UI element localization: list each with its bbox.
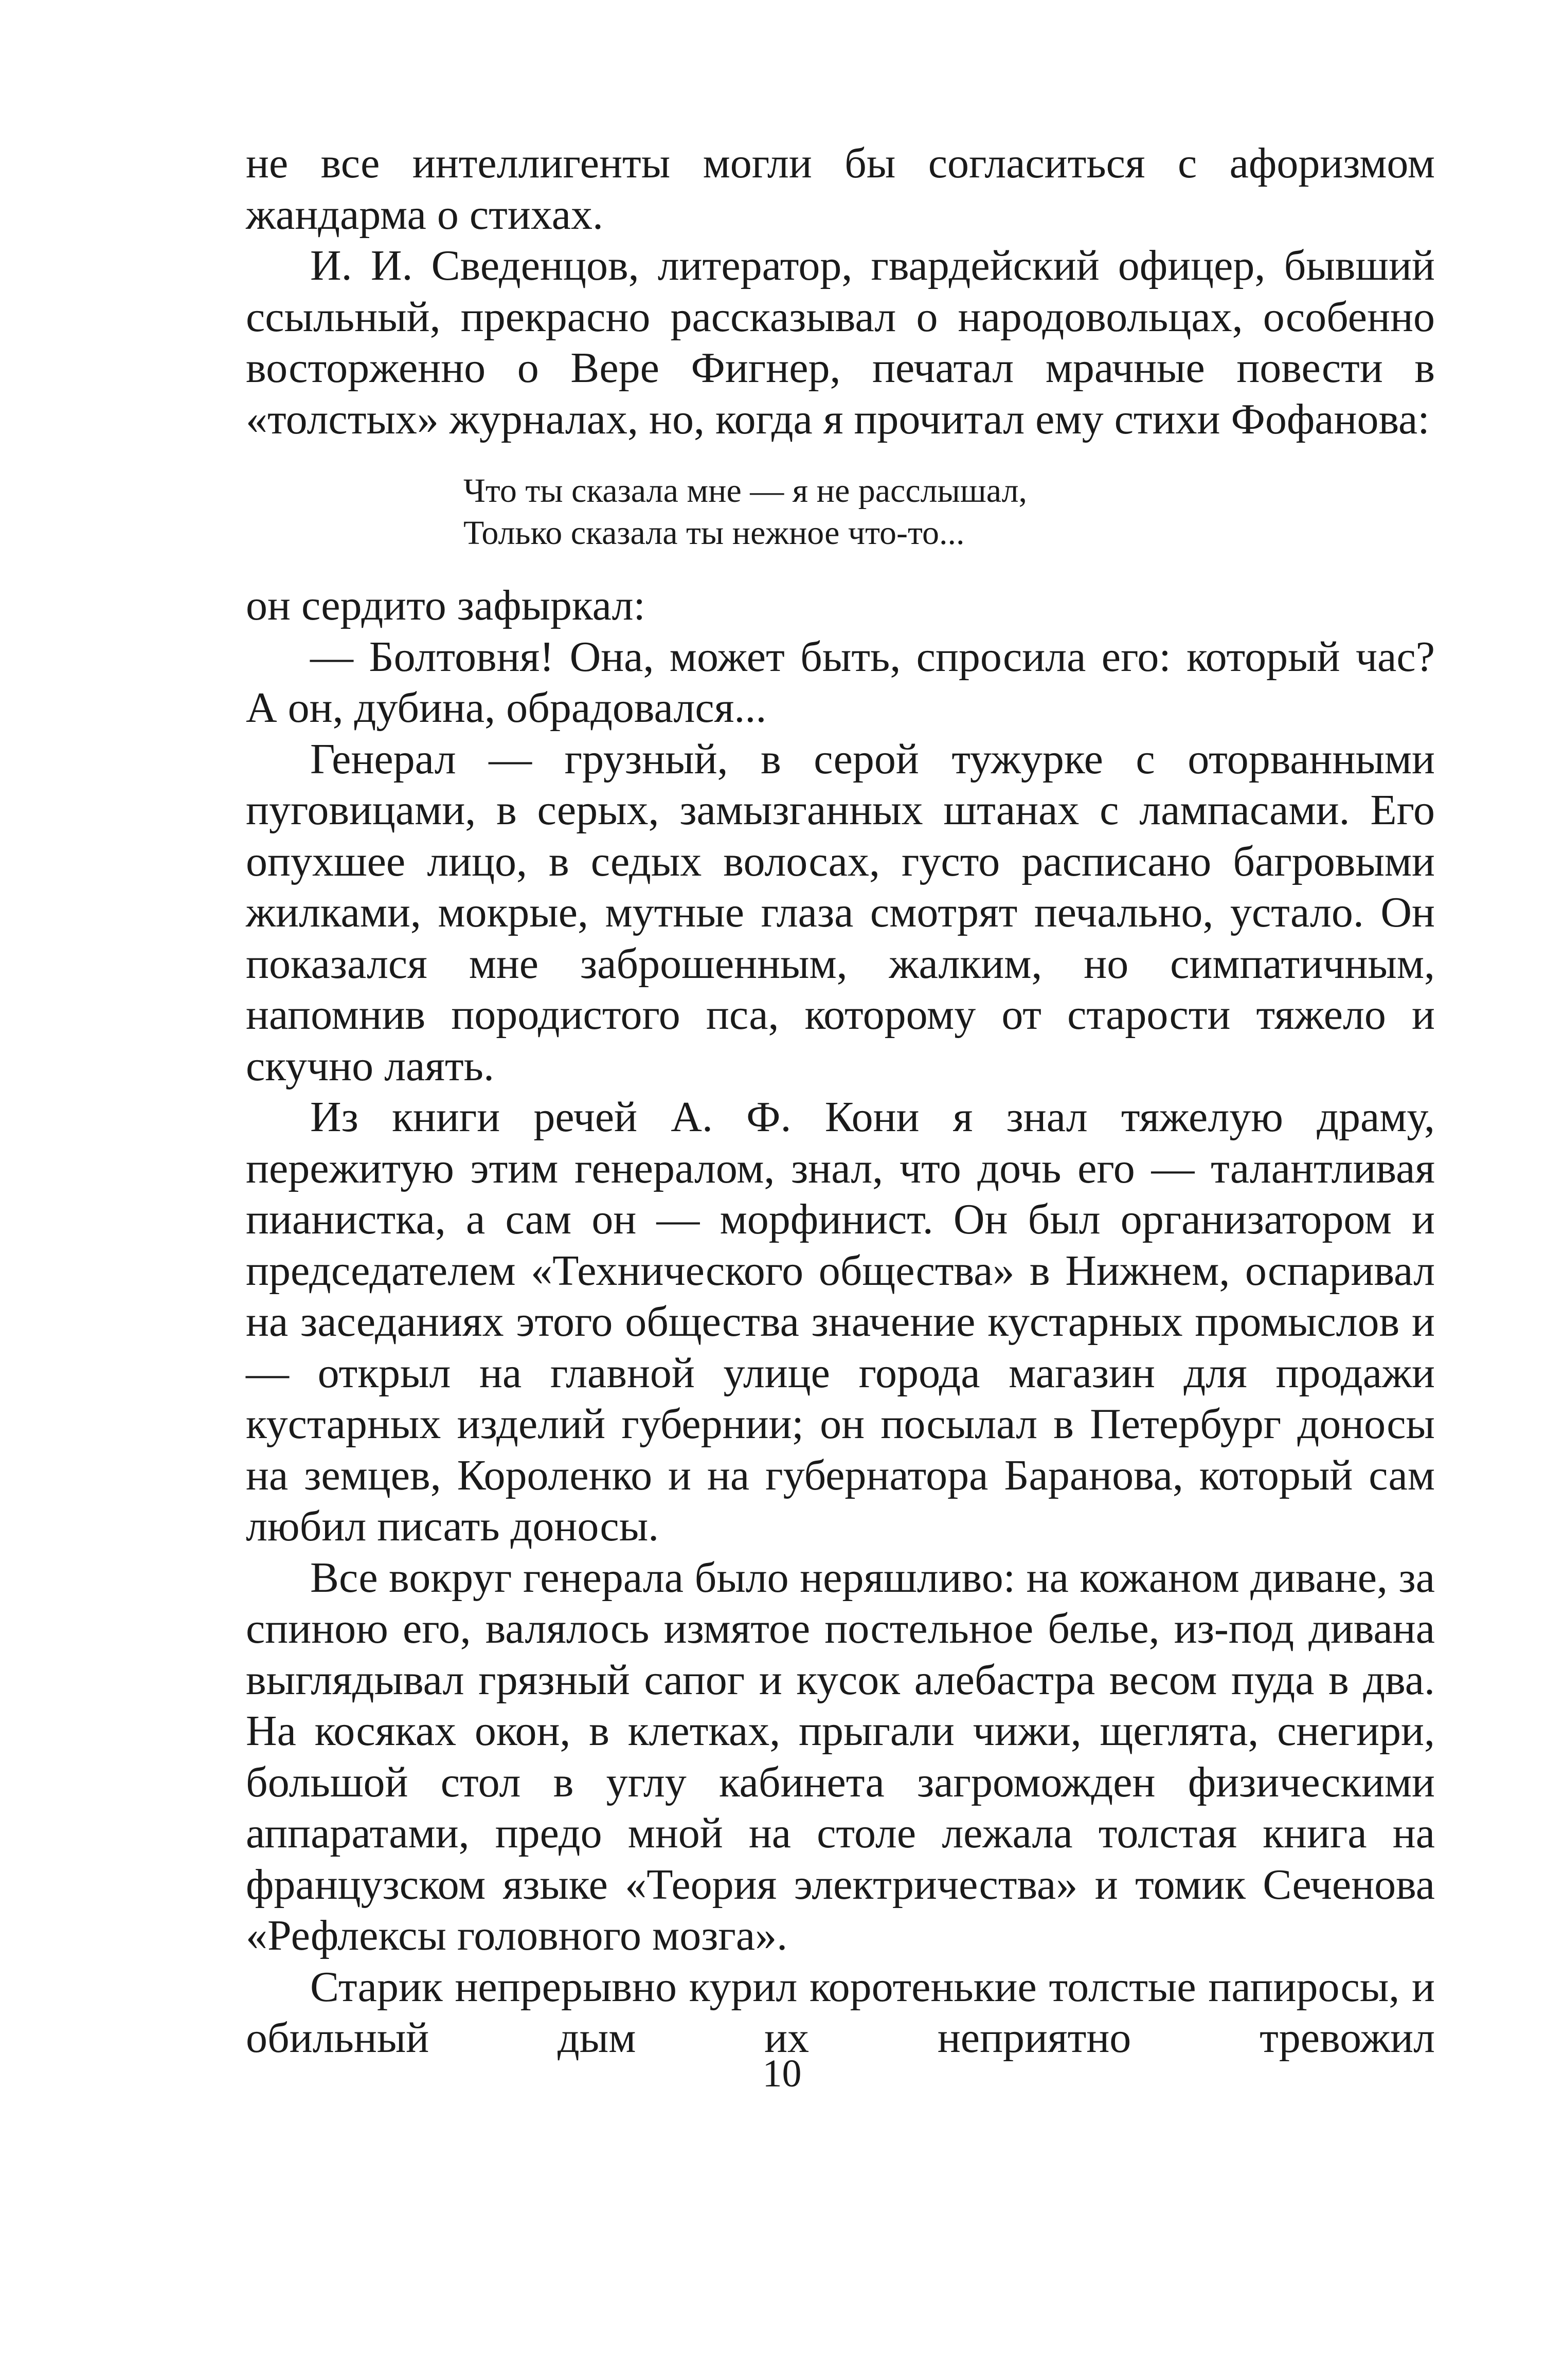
verse-line-1: Что ты сказала мне — я не расслышал, xyxy=(463,472,1028,510)
paragraph-koni-book: Из книги речей А. Ф. Кони я знал тяжелую драму, пережитую этим генералом, знал, что дочь его — талантливая пианистка, а сам он — морфинист. Он был организатором и председателем «Технического общества» в Нижнем, оспаривал на заседаниях этого общества значение кустарных промыслов и — открыл на главной улице города магазин для продажи кустарных изделий губернии; он посылал в Петербург доносы на земцев, Короленко и на губернатора Баранова, который сам любил писать доносы. xyxy=(246,1093,1435,1550)
paragraph-continuation: не все интеллигенты могли бы согласиться с афоризмом жандарма о стихах. xyxy=(246,139,1435,239)
paragraph-svedentsov: И. И. Сведенцов, литератор, гвардейский офицер, бывший ссыльный, прекрасно рассказывал о народовольцах, особенно восторженно о Вере Фигнер, печатал мрачные повести в «толстых» журналах, но, когда я прочитал ему стихи Фофанова: xyxy=(246,242,1435,443)
verse-quote xyxy=(463,470,1435,554)
paragraph-room-description: Все вокруг генерала было неряшливо: на кожаном диване, за спиною его, валялось измятое постельное белье, из-под дивана выглядывал грязный сапог и кусок алебастра весом пуда в два. На косяках окон, в клетках, прыгали чижи, щеглята, снегири, большой стол в углу кабинета загроможден физическими аппаратами, предо мной на столе лежала толстая книга на французском языке «Теория электричества» и томик Сеченова «Рефлексы головного мозга». xyxy=(246,1553,1435,1959)
verse-line-2: Только сказала ты нежное что-то... xyxy=(463,514,965,552)
paragraph-dialogue: — Болтовня! Она, может быть, спросила его: который час? А он, дубина, обрадовался... xyxy=(246,632,1435,732)
text-column xyxy=(246,138,1435,2064)
paragraph-smoking: Старик непрерывно курил коротенькие толстые папиросы, и обильный дым их неприятно тревожил xyxy=(246,1963,1435,2062)
paragraph-general-description: Генерал — грузный, в серой тужурке с оторванными пуговицами, в серых, замызганных штанах с лампасами. Его опухшее лицо, в седых волосах, густо расписано багровыми жилками, мокрые, мутные глаза смотрят печально, устало. Он показался мне заброшенным, жалким, но симпатичным, напомнив породистого пса, которому от старости тяжело и скучно лаять. xyxy=(246,735,1435,1090)
page-number: 10 xyxy=(762,2052,802,2095)
paragraph-reaction: он сердито зафыркал: xyxy=(246,582,645,629)
